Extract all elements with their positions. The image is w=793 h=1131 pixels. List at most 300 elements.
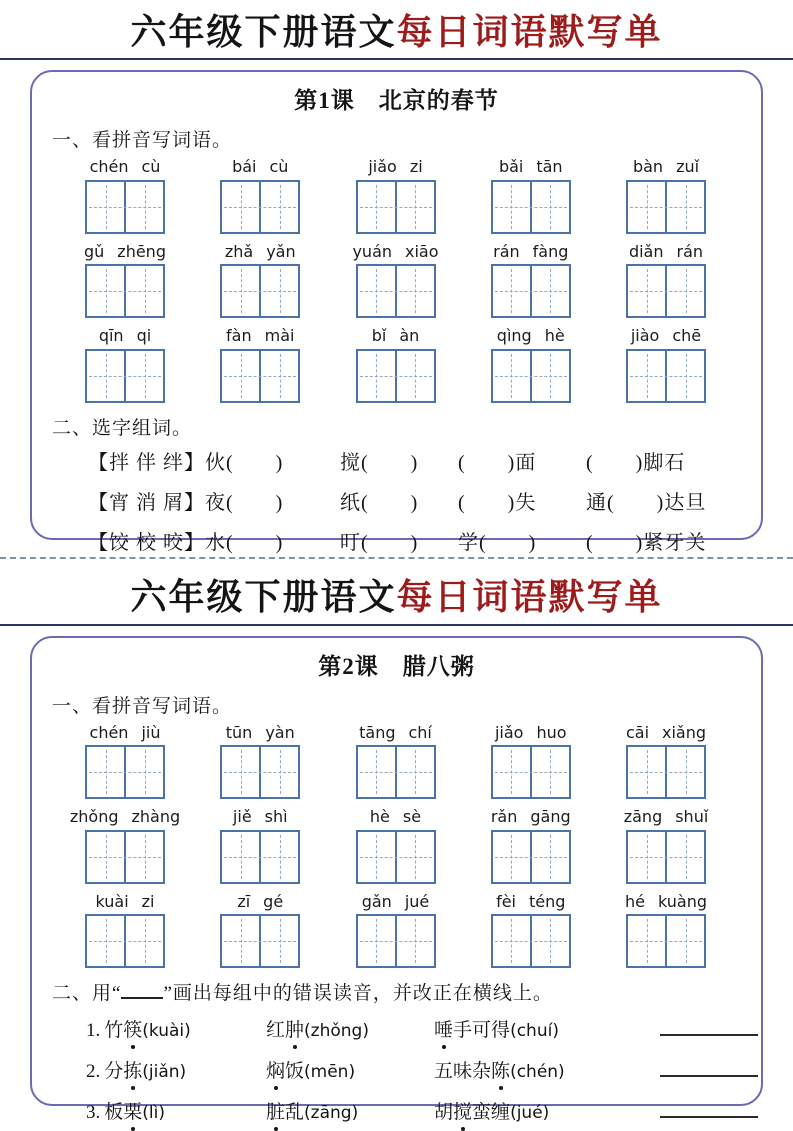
pinyin-reading: (kuài)	[142, 1020, 191, 1041]
writing-grid-box	[491, 745, 571, 799]
pinyin-word-group	[482, 808, 580, 883]
writing-grid-box	[85, 830, 165, 884]
writing-cell	[628, 832, 665, 882]
pinyin-syllable: jiào	[630, 326, 660, 346]
pinyin-word-group	[347, 243, 445, 318]
misread-item	[86, 1056, 266, 1083]
pinyin-word-label	[482, 243, 580, 261]
pinyin-syllable: rán	[676, 241, 704, 261]
word-character: 唾	[434, 1015, 453, 1042]
pinyin-word-group	[617, 243, 715, 318]
answer-blank-line	[660, 1063, 758, 1077]
pinyin-row	[44, 893, 749, 968]
writing-cell	[665, 266, 704, 316]
writing-grid-box	[356, 914, 436, 968]
writing-cell	[665, 747, 704, 797]
pinyin-syllable: tūn	[225, 722, 253, 742]
pinyin-word-group	[76, 893, 174, 968]
item-number: 3.	[86, 1101, 101, 1123]
writing-grid-box	[626, 349, 706, 403]
writing-cell	[87, 747, 124, 797]
bracket-options: 【饺 校 咬】	[88, 531, 205, 554]
section-heading-misread	[52, 978, 749, 1005]
writing-cell	[665, 182, 704, 232]
pinyin-syllable: kuàng	[657, 891, 707, 911]
pinyin-word-group	[482, 327, 580, 402]
pinyin-syllable: chén	[89, 157, 129, 177]
pinyin-word-label	[617, 808, 715, 826]
pinyin-word-label	[69, 807, 181, 827]
pinyin-syllable: hè	[369, 807, 390, 827]
writing-cell	[358, 351, 395, 401]
pinyin-syllable: téng	[529, 891, 566, 911]
pinyin-word-group	[617, 808, 715, 883]
pinyin-word-label	[347, 243, 445, 261]
pinyin-word-group	[482, 243, 580, 318]
writing-grid-box	[220, 180, 300, 234]
writing-cell	[665, 832, 704, 882]
pinyin-syllable: gǎn	[361, 891, 392, 911]
pinyin-syllable: hé	[625, 891, 645, 911]
pinyin-syllable: cù	[269, 157, 289, 177]
pinyin-word-group	[76, 724, 174, 799]
pinyin-word-group	[211, 158, 309, 233]
pinyin-word-group	[482, 893, 580, 968]
writing-cell	[395, 832, 434, 882]
pinyin-syllable: qi	[136, 326, 152, 346]
pinyin-syllable: tāng	[359, 722, 396, 742]
pinyin-syllable: fàn	[226, 326, 252, 346]
pinyin-syllable: jiǎo	[494, 722, 524, 742]
word-character: 栗	[123, 1097, 142, 1124]
writing-cell	[222, 916, 259, 966]
pinyin-syllable: huo	[536, 722, 567, 742]
worksheet-page-2	[0, 565, 793, 1123]
item-number: 1.	[86, 1019, 101, 1041]
choose-word-row	[88, 486, 749, 515]
section-heading-pinyin: 一、看拼音写词语。	[52, 130, 233, 152]
title-underline-rule	[0, 624, 793, 626]
choose-word-area	[44, 446, 749, 555]
pinyin-word-label	[482, 808, 580, 826]
pinyin-word-label	[617, 893, 715, 911]
writing-cell	[87, 351, 124, 401]
writing-grid-box	[356, 745, 436, 799]
pinyin-word-label	[482, 158, 580, 176]
writing-cell	[222, 832, 259, 882]
word-character: 红	[266, 1019, 286, 1041]
pinyin-syllable: sè	[402, 807, 422, 827]
word-character: 杂	[472, 1060, 492, 1082]
writing-cell	[87, 266, 124, 316]
pinyin-syllable: zhēng	[117, 241, 166, 261]
answer-cell	[646, 1020, 758, 1042]
writing-cell	[259, 266, 298, 316]
word-character: 饭	[285, 1060, 305, 1082]
writing-cell	[259, 916, 298, 966]
choose-item: ( )紧牙关	[586, 531, 707, 554]
writing-cell	[259, 182, 298, 232]
pinyin-word-label	[76, 243, 174, 261]
writing-grid-box	[220, 745, 300, 799]
word-character: 脏	[266, 1097, 285, 1124]
writing-cell	[259, 832, 298, 882]
writing-cell	[493, 266, 530, 316]
pinyin-word-label	[617, 243, 715, 261]
pinyin-syllable: zī	[237, 891, 251, 911]
writing-grid-box	[220, 914, 300, 968]
writing-cell	[222, 351, 259, 401]
choose-word-row	[88, 446, 749, 475]
pinyin-word-group	[211, 243, 309, 318]
writing-cell	[259, 747, 298, 797]
writing-cell	[493, 916, 530, 966]
item-number: 2.	[86, 1060, 101, 1082]
pinyin-syllable: fàng	[532, 241, 569, 261]
answer-cell	[646, 1061, 758, 1083]
misread-item	[434, 1015, 646, 1042]
writing-cell	[124, 747, 163, 797]
writing-grid-box	[491, 180, 571, 234]
page-separator-dashed	[0, 557, 793, 559]
pinyin-syllable: àn	[399, 326, 420, 346]
misread-row	[86, 1015, 749, 1042]
writing-grid-box	[85, 264, 165, 318]
pinyin-syllable: bàn	[632, 157, 664, 177]
pinyin-word-group	[617, 893, 715, 968]
pinyin-word-group	[211, 808, 309, 883]
word-character: 乱	[285, 1101, 305, 1123]
pinyin-reading: (mēn)	[304, 1061, 356, 1082]
answer-blank-line	[660, 1104, 758, 1118]
pinyin-word-label	[347, 724, 445, 742]
pinyin-row	[44, 327, 749, 402]
page-title	[0, 0, 793, 53]
pinyin-syllable: zhàng	[131, 807, 181, 827]
pinyin-word-group	[211, 724, 309, 799]
choose-item: 叮( )	[340, 531, 419, 554]
writing-cell	[628, 351, 665, 401]
writing-cell	[530, 832, 569, 882]
choose-item: ( )脚石	[586, 451, 686, 474]
word-character: 板	[104, 1101, 124, 1123]
word-character: 缠	[491, 1101, 511, 1123]
pinyin-word-group	[211, 893, 309, 968]
title-underline-rule	[0, 58, 793, 60]
word-character: 拣	[123, 1056, 142, 1083]
pinyin-word-group	[617, 724, 715, 799]
pinyin-syllable: chén	[89, 722, 129, 742]
lesson-title: 第2课 腊八粥	[318, 653, 475, 679]
bracket-options: 【宵 消 屑】	[88, 491, 205, 514]
choose-item: 通( )达旦	[586, 491, 707, 514]
pinyin-word-label	[211, 158, 309, 176]
writing-cell	[358, 182, 395, 232]
pinyin-syllable: jiù	[141, 722, 161, 742]
pinyin-syllable: yuán	[352, 241, 393, 261]
pinyin-word-group	[347, 724, 445, 799]
misread-item	[434, 1056, 646, 1083]
pinyin-syllable: zhǎ	[224, 241, 254, 261]
writing-cell	[530, 182, 569, 232]
pinyin-word-group	[347, 327, 445, 402]
writing-cell	[395, 747, 434, 797]
pinyin-word-group	[76, 158, 174, 233]
choose-word-row	[88, 526, 749, 555]
misread-item	[86, 1097, 266, 1124]
choose-item: 搅( )	[340, 451, 419, 474]
choose-first-cell	[88, 486, 340, 515]
choose-item: ( )失	[458, 491, 537, 514]
pinyin-syllable: kuài	[95, 891, 129, 911]
writing-grid-box	[356, 264, 436, 318]
pinyin-row	[44, 808, 749, 883]
writing-cell	[358, 832, 395, 882]
pinyin-reading: (jiǎn)	[142, 1061, 187, 1082]
choose-item: 纸( )	[340, 491, 419, 514]
writing-cell	[358, 747, 395, 797]
writing-cell	[493, 832, 530, 882]
writing-cell	[395, 916, 434, 966]
pinyin-word-label	[617, 327, 715, 345]
word-character: 肿	[285, 1015, 304, 1042]
page-title-black: 六年级下册语文	[130, 577, 397, 618]
section-heading-pinyin: 一、看拼音写词语。	[52, 695, 233, 717]
choose-first-cell	[88, 446, 340, 475]
pinyin-syllable: jué	[404, 891, 430, 911]
pinyin-word-label	[211, 808, 309, 826]
pinyin-syllable: bǎi	[498, 157, 524, 177]
pinyin-reading: (chén)	[510, 1061, 565, 1082]
writing-cell	[395, 351, 434, 401]
misread-heading-prefix: 二、用“	[52, 982, 122, 1004]
pinyin-word-label	[211, 724, 309, 742]
writing-cell	[628, 182, 665, 232]
choose-item: 水( )	[205, 531, 284, 554]
pinyin-syllable: tān	[536, 157, 563, 177]
word-character: 胡	[434, 1101, 454, 1123]
writing-grid-box	[626, 830, 706, 884]
writing-cell	[358, 266, 395, 316]
misread-item	[434, 1097, 646, 1124]
misread-item	[266, 1097, 434, 1124]
writing-cell	[530, 916, 569, 966]
writing-grid-box	[626, 180, 706, 234]
writing-cell	[358, 916, 395, 966]
pinyin-word-label	[482, 327, 580, 345]
writing-grid-box	[85, 349, 165, 403]
answer-blank-line	[660, 1022, 758, 1036]
pinyin-word-label	[211, 893, 309, 911]
pinyin-word-label	[76, 724, 174, 742]
pinyin-word-label	[482, 893, 580, 911]
writing-grid-box	[356, 349, 436, 403]
pinyin-word-label	[347, 893, 445, 911]
pinyin-syllable: yǎn	[266, 241, 296, 261]
pinyin-row	[44, 724, 749, 799]
writing-cell	[259, 351, 298, 401]
pinyin-reading: (zhǒng)	[304, 1020, 369, 1041]
worksheet-page-1	[0, 0, 793, 554]
writing-grid-box	[356, 180, 436, 234]
writing-grid-box	[220, 349, 300, 403]
pinyin-word-label	[211, 327, 309, 345]
writing-cell	[124, 916, 163, 966]
writing-cell	[665, 916, 704, 966]
pinyin-syllable: qìng	[496, 326, 532, 346]
pinyin-syllable: gé	[263, 891, 284, 911]
writing-cell	[395, 182, 434, 232]
pinyin-syllable: zhǒng	[69, 807, 119, 827]
misread-item	[266, 1056, 434, 1083]
pinyin-syllable: gǔ	[84, 241, 105, 261]
pinyin-word-group	[347, 893, 445, 968]
word-character: 蛮	[472, 1101, 492, 1123]
page-title	[0, 565, 793, 618]
pinyin-syllable: hè	[544, 326, 565, 346]
misread-heading-suffix: ”画出每组中的错误读音，并改正在横线上。	[163, 982, 553, 1004]
pinyin-word-label	[347, 808, 445, 826]
worksheet-frame-2	[30, 636, 763, 1123]
pinyin-grid-area	[44, 158, 749, 402]
pinyin-word-group	[617, 327, 715, 402]
writing-cell	[124, 832, 163, 882]
writing-cell	[124, 266, 163, 316]
page-title-red: 每日词语默写单	[396, 12, 663, 52]
pinyin-word-label	[76, 327, 174, 345]
misread-row	[86, 1056, 749, 1083]
word-character: 分	[104, 1060, 124, 1082]
writing-grid-box	[85, 745, 165, 799]
pinyin-syllable: mài	[264, 326, 295, 346]
writing-cell	[124, 182, 163, 232]
pinyin-syllable: xiāo	[405, 241, 439, 261]
writing-cell	[87, 182, 124, 232]
writing-grid-box	[220, 264, 300, 318]
lesson-title: 第1课 北京的春节	[294, 88, 499, 114]
pinyin-syllable: bǐ	[371, 326, 387, 346]
pinyin-syllable: zuǐ	[676, 157, 700, 177]
writing-cell	[628, 266, 665, 316]
writing-grid-box	[220, 830, 300, 884]
pinyin-word-label	[617, 158, 715, 176]
pinyin-word-group	[211, 327, 309, 402]
answer-cell	[646, 1102, 758, 1124]
pinyin-syllable: rán	[493, 241, 520, 261]
pinyin-syllable: bái	[232, 157, 257, 177]
word-character: 味	[453, 1060, 473, 1082]
pinyin-syllable: jiě	[232, 807, 252, 827]
pinyin-word-group	[347, 158, 445, 233]
pinyin-syllable: gāng	[530, 807, 571, 827]
pinyin-syllable: chí	[408, 722, 432, 742]
bracket-options: 【拌 伴 绊】	[88, 451, 205, 474]
writing-grid-box	[626, 745, 706, 799]
writing-grid-box	[85, 180, 165, 234]
word-character: 焖	[266, 1056, 285, 1083]
writing-cell	[493, 351, 530, 401]
pinyin-syllable: shuǐ	[675, 807, 709, 827]
word-character: 竹	[104, 1019, 124, 1041]
page-title-red: 每日词语默写单	[396, 577, 663, 618]
pinyin-word-group	[76, 243, 174, 318]
choose-item: ( )面	[458, 451, 537, 474]
pinyin-word-label	[482, 724, 580, 742]
pinyin-syllable: zāng	[623, 807, 663, 827]
writing-grid-box	[491, 349, 571, 403]
pinyin-reading: (zāng)	[304, 1102, 359, 1123]
writing-grid-box	[356, 830, 436, 884]
writing-cell	[222, 266, 259, 316]
section-heading-choose: 二、选字组词。	[52, 417, 193, 439]
writing-cell	[530, 351, 569, 401]
writing-grid-box	[491, 830, 571, 884]
word-character: 可	[472, 1019, 492, 1041]
misread-item	[86, 1015, 266, 1042]
word-character: 得	[491, 1019, 511, 1041]
worksheet-frame-1	[30, 70, 763, 554]
writing-cell	[628, 747, 665, 797]
writing-cell	[530, 266, 569, 316]
pinyin-word-label	[347, 158, 445, 176]
word-character: 搅	[453, 1097, 472, 1124]
writing-cell	[530, 747, 569, 797]
misread-row	[86, 1097, 749, 1124]
pinyin-word-group	[69, 807, 181, 883]
word-character: 陈	[491, 1056, 510, 1083]
pinyin-syllable: shì	[264, 807, 288, 827]
pinyin-word-label	[76, 158, 174, 176]
pinyin-word-label	[347, 327, 445, 345]
pinyin-syllable: diǎn	[628, 241, 664, 261]
pinyin-word-group	[76, 327, 174, 402]
misread-item	[266, 1015, 434, 1042]
pinyin-syllable: zi	[409, 157, 423, 177]
page-title-black: 六年级下册语文	[130, 12, 397, 52]
word-character: 手	[453, 1019, 473, 1041]
pinyin-row	[44, 243, 749, 318]
pinyin-row	[44, 158, 749, 233]
pinyin-syllable: jiǎo	[368, 157, 397, 177]
choose-item: 学( )	[458, 531, 537, 554]
pinyin-word-label	[211, 243, 309, 261]
writing-cell	[493, 747, 530, 797]
pinyin-syllable: yàn	[265, 722, 295, 742]
pinyin-word-group	[347, 808, 445, 883]
pinyin-reading: (lì)	[142, 1102, 165, 1123]
writing-grid-box	[85, 914, 165, 968]
writing-cell	[87, 832, 124, 882]
writing-grid-box	[491, 914, 571, 968]
pinyin-word-group	[617, 158, 715, 233]
pinyin-grid-area	[44, 724, 749, 968]
choose-first-cell	[88, 526, 340, 555]
pinyin-syllable: fèi	[496, 891, 516, 911]
pinyin-reading: (jué)	[510, 1102, 550, 1123]
writing-cell	[395, 266, 434, 316]
pinyin-syllable: cù	[141, 157, 161, 177]
pinyin-word-label	[617, 724, 715, 742]
misread-area	[44, 1015, 749, 1124]
word-character: 筷	[123, 1015, 142, 1042]
writing-grid-box	[491, 264, 571, 318]
word-character: 五	[434, 1060, 454, 1082]
pinyin-syllable: cāi	[625, 722, 650, 742]
writing-cell	[493, 182, 530, 232]
writing-cell	[124, 351, 163, 401]
pinyin-word-label	[76, 893, 174, 911]
choose-item: 夜( )	[205, 491, 284, 514]
